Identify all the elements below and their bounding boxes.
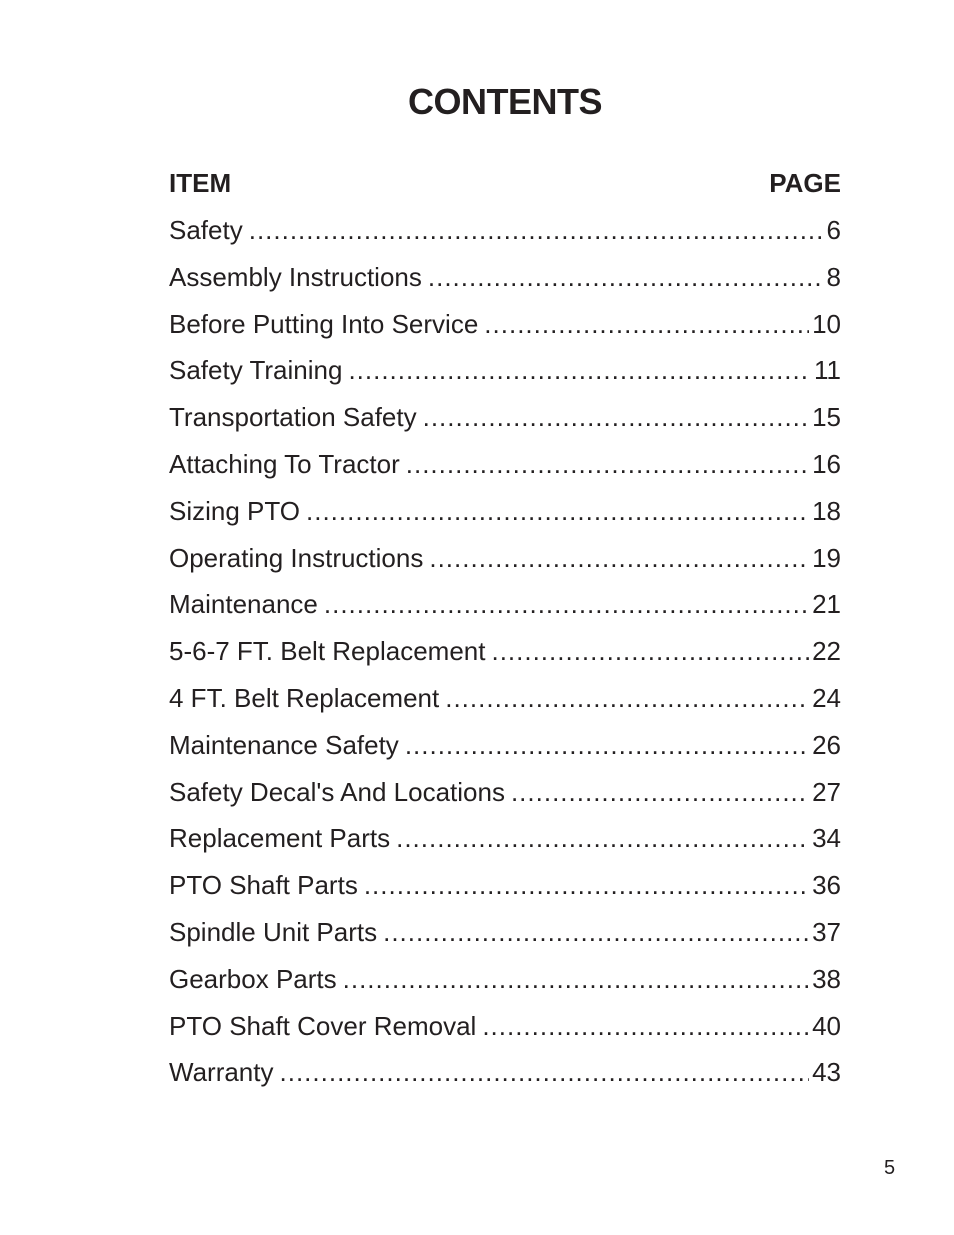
toc-dot-leader: [482, 1009, 809, 1043]
page-column-header: PAGE: [769, 168, 841, 198]
toc-dot-leader: [406, 447, 809, 481]
toc-entry-label: 4 FT. Belt Replacement: [169, 682, 440, 713]
toc-entry-label: Warranty: [169, 1057, 274, 1088]
toc-dot-leader: [249, 213, 824, 247]
toc-entry: [169, 962, 841, 1009]
toc-header: [169, 166, 841, 200]
toc-dot-leader: [343, 962, 809, 996]
toc-entry-page: 15: [812, 402, 841, 433]
toc-entry: [169, 400, 841, 447]
toc-entry: [169, 587, 841, 634]
toc-dot-leader: [445, 681, 809, 715]
toc-entry-page: 27: [812, 776, 841, 807]
toc-entry-label: Operating Instructions: [169, 542, 424, 573]
toc-entry-label: Maintenance Safety: [169, 729, 399, 760]
toc-dot-leader: [364, 868, 809, 902]
toc-dot-leader: [423, 400, 809, 434]
toc-entry-page: 43: [812, 1057, 841, 1088]
toc-entry-page: 40: [812, 1010, 841, 1041]
toc-entry-page: 10: [812, 308, 841, 339]
toc-entry-page: 21: [812, 589, 841, 620]
toc-entry-label: Safety: [169, 215, 243, 245]
toc-entry-page: 24: [812, 682, 841, 713]
toc-dot-leader: [491, 634, 809, 668]
toc-dot-leader: [280, 1055, 810, 1089]
toc-entry-label: Attaching To Tractor: [169, 448, 400, 479]
toc-entry: [169, 868, 841, 915]
toc-entry: [169, 1009, 841, 1056]
toc-entry-label: Before Putting Into Service: [169, 308, 479, 339]
toc-dot-leader: [484, 307, 809, 341]
toc-dot-leader: [511, 775, 809, 809]
toc-entry-label: Transportation Safety: [169, 402, 417, 433]
toc-entry-page: 34: [812, 823, 841, 854]
toc-entry-page: 8: [826, 261, 841, 292]
toc-entry-label: PTO Shaft Parts: [169, 870, 358, 901]
toc-entry: [169, 447, 841, 494]
toc-dot-leader: [405, 728, 809, 762]
toc-entry-label: Maintenance: [169, 589, 318, 620]
toc-dot-leader: [324, 587, 809, 621]
page-title: CONTENTS: [408, 81, 602, 122]
toc-entry: [169, 634, 841, 681]
toc-dot-leader: [429, 541, 809, 575]
toc-entry-label: Assembly Instructions: [169, 261, 422, 292]
toc-entries: [169, 213, 841, 1102]
toc-entry-page: 18: [812, 495, 841, 526]
toc-entry-label: Replacement Parts: [169, 823, 391, 854]
toc-entry: [169, 494, 841, 541]
toc-dot-leader: [383, 915, 809, 949]
toc-entry: [169, 541, 841, 588]
toc-entry: [169, 915, 841, 962]
toc-entry-label: 5-6-7 FT. Belt Replacement: [169, 636, 486, 667]
toc-entry-page: 26: [812, 729, 841, 760]
toc-entry-page: 11: [814, 355, 841, 386]
toc-entry: [169, 681, 841, 728]
toc-entry: [169, 775, 841, 822]
toc-entry: [169, 728, 841, 775]
toc-entry-page: 16: [812, 448, 841, 479]
toc-entry: [169, 307, 841, 354]
toc-entry: [169, 821, 841, 868]
toc-entry: [169, 213, 841, 260]
toc-dot-leader: [428, 260, 824, 294]
toc-entry-page: 37: [812, 916, 841, 947]
toc-entry-label: PTO Shaft Cover Removal: [169, 1010, 477, 1041]
toc-entry-page: 19: [812, 542, 841, 573]
table-of-contents: [169, 166, 841, 1102]
toc-entry-page: 38: [812, 963, 841, 994]
toc-entry-page: 22: [812, 636, 841, 667]
toc-entry: [169, 260, 841, 307]
toc-dot-leader: [306, 494, 809, 528]
toc-entry: [169, 1055, 841, 1102]
toc-entry-label: Safety Training: [169, 355, 343, 386]
toc-entry-label: Spindle Unit Parts: [169, 916, 378, 947]
toc-entry-label: Sizing PTO: [169, 495, 301, 526]
toc-entry-page: 36: [812, 870, 841, 901]
page-number: 5: [884, 1157, 896, 1179]
item-column-header: ITEM: [169, 168, 232, 198]
toc-entry-label: Gearbox Parts: [169, 963, 337, 994]
toc-dot-leader: [396, 821, 809, 855]
toc-entry-page: 6: [826, 215, 841, 245]
toc-entry-label: Safety Decal's And Locations: [169, 776, 505, 807]
toc-dot-leader: [348, 353, 811, 387]
toc-entry: [169, 353, 841, 400]
